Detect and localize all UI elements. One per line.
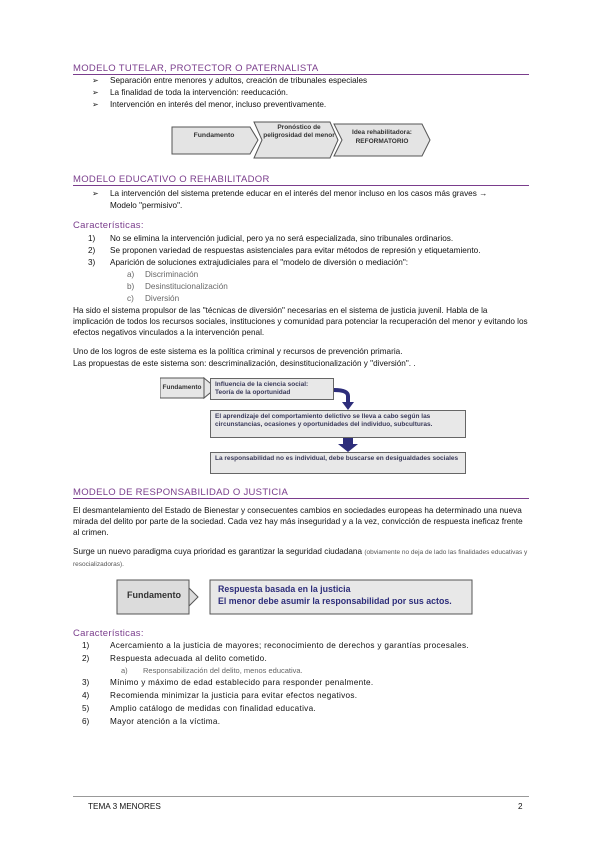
item-number: 4) (82, 691, 90, 700)
diagram1-step2: Pronóstico de peligrosidad del menor (263, 124, 335, 139)
section3-heading: MODELO DE RESPONSABILIDAD O JUSTICIA (73, 487, 529, 499)
section3-caract-title: Características: (73, 628, 144, 639)
item-number: 6) (82, 717, 90, 726)
item-text: Amplio catálogo de medidas con finalidad educativa. (110, 704, 317, 713)
section1-heading: MODELO TUTELAR, PROTECTOR O PATERNALISTA (73, 63, 529, 75)
subitem-number: b) (127, 282, 135, 291)
section2-bullet: La intervención del sistema pretende educar en el interés del menor incluso en los casos más graves → (110, 189, 488, 198)
diagram3-line-1: Respuesta basada en la justicia (218, 584, 351, 594)
subitem-number: c) (127, 294, 134, 303)
item-text: Mayor atención a la víctima. (110, 717, 221, 726)
section1-bullet-2: La finalidad de toda la intervención: reeducación. (110, 88, 288, 97)
diagram2-box-3: La responsabilidad no es individual, debe buscarse en desigualdades sociales (210, 452, 466, 474)
bullet-icon: ➢ (92, 88, 99, 97)
section3-paragraph-1: El desmantelamiento del Estado de Bienestar y consecuentes cambios en sociedades europeas ha determinado una nueva mirada del delito por parte de la sociedad. Cada vez hay más inseguridad y a la vez, convicción de respuesta ineficaz frente al crimen. (73, 506, 523, 537)
diagram3-fund-label: Fundamento (127, 590, 181, 600)
section3-paragraph-2-note: (obviamente no deja de lado las finalidades educativas y resocializadoras). (73, 549, 528, 568)
item-text: Se proponen variedad de respuestas asistenciales para evitar métodos de represión y etiquetamiento. (110, 246, 481, 255)
item-number: 3) (82, 678, 90, 687)
footer-title: TEMA 3 MENORES (88, 802, 161, 811)
diagram1-step1: Fundamento (193, 132, 235, 139)
item-number: 1) (88, 234, 96, 243)
section1-bullet-1: Separación entre menores y adultos, creación de tribunales especiales (110, 76, 368, 85)
item-number: 5) (82, 704, 90, 713)
diagram2-fund-label: Fundamento (162, 384, 202, 391)
diagram2-box-1: Influencia de la ciencia social: Teoría de la oportunidad (210, 378, 334, 400)
item-text: Mínimo y máximo de edad establecido para responder penalmente. (110, 678, 374, 687)
section2-bullet-cont: Modelo "permisivo". (110, 201, 183, 210)
footer-divider (73, 796, 529, 797)
section1-bullet-3: Intervención en interés del menor, incluso preventivamente. (110, 100, 327, 109)
bullet-icon: ➢ (92, 189, 99, 198)
page-number: 2 (518, 802, 523, 811)
diagram1-step3: Idea rehabilitadora: REFORMATORIO (352, 129, 412, 145)
subitem-number: a) (127, 270, 135, 279)
bullet-icon: ➢ (92, 100, 99, 109)
item-text: Aparición de soluciones extrajudiciales para el "modelo de diversión o mediación": (110, 258, 409, 267)
item-text: Acercamiento a la justicia de mayores; reconocimiento de derechos y garantías procesales. (110, 641, 469, 650)
subitem-text: Responsabilización del delito, menos educativa. (143, 666, 303, 675)
item-number: 2) (88, 246, 96, 255)
item-text: Recomienda minimizar la justicia para evitar efectos negativos. (110, 691, 358, 700)
subitem-text: Desinstitucionalización (145, 282, 228, 291)
diagram3-line-2: El menor debe asumir la responsabilidad por sus actos. (218, 596, 452, 606)
section2-heading: MODELO EDUCATIVO O REHABILITADOR (73, 174, 529, 186)
item-number: 3) (88, 258, 96, 267)
item-text: No se elimina la intervención judicial, pero ya no será especializada, sino tribunales ordinarios. (110, 234, 454, 243)
arrow-down-icon (338, 438, 358, 452)
item-text: Respuesta adecuada al delito cometido. (110, 654, 268, 663)
bullet-icon: ➢ (92, 76, 99, 85)
diagram3-fund-arrow (189, 588, 198, 606)
subitem-text: Diversión (145, 294, 180, 303)
arrow-down-icon (334, 388, 354, 410)
diagram2-box-2: El aprendizaje del comportamiento delictivo se lleva a cabo según las circunstancias, ocasiones y oportunidades del individuo, subculturas. (210, 410, 466, 438)
section2-paragraph-1: Ha sido el sistema propulsor de las "técnicas de diversión" necesarias en el sistema de justicia juvenil. Habla de la implicación de todos los recursos sociales, instituciones y comunidad para potenciar la recuperación del menor y evitando los efectos negativos vinculados a la intervención penal. (73, 306, 528, 337)
section3-paragraph-2-main: Surge un nuevo paradigma cuya prioridad es garantizar la seguridad ciudadana (73, 547, 363, 556)
subitem-text: Discriminación (145, 270, 199, 279)
section2-paragraph-2a: Uno de los logros de este sistema es la política criminal y recursos de prevención primaria. (73, 347, 403, 356)
subitem-number: a) (121, 666, 128, 675)
item-number: 1) (82, 641, 90, 650)
section3-paragraph-2 (73, 546, 529, 570)
section2-paragraph-2b: Las propuestas de este sistema son: descriminalización, desinstitucionalización y "diversión". . (73, 359, 416, 368)
item-number: 2) (82, 654, 90, 663)
section2-caract-title: Características: (73, 220, 144, 231)
